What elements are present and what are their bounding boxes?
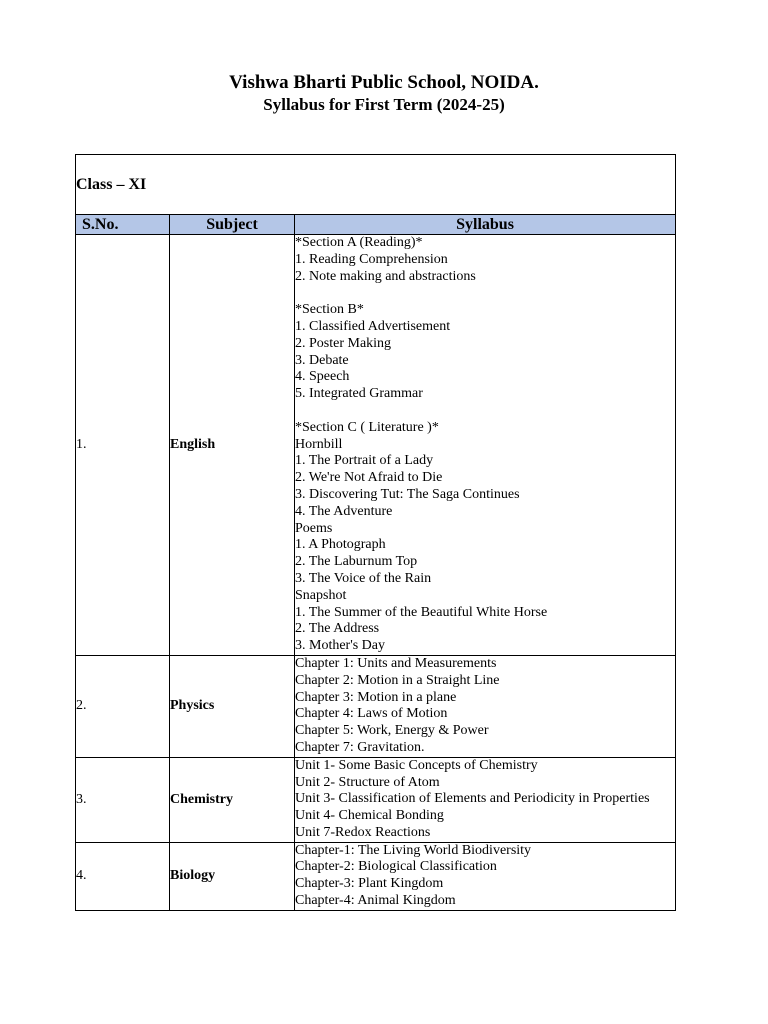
syllabus-table [75, 154, 676, 911]
class-label: Class – XI [76, 155, 676, 215]
table-row [76, 757, 676, 842]
row-subject: Physics [170, 655, 295, 757]
table-row [76, 842, 676, 910]
syllabus-line: *Section A (Reading)* [295, 235, 423, 250]
row-syllabus [295, 655, 676, 757]
syllabus-line: 4. The Adventure [295, 503, 393, 519]
row-subject: Chemistry [170, 757, 295, 842]
syllabus-line: Chapter 2: Motion in a Straight Line [295, 672, 500, 688]
syllabus-line: 2. Poster Making [295, 335, 392, 351]
row-sno: 4. [76, 842, 170, 910]
term-title: Syllabus for First Term (2024-25) [263, 95, 505, 114]
syllabus-line: Unit 1- Some Basic Concepts of Chemistry [295, 757, 538, 773]
syllabus-line: 2. The Address [295, 621, 380, 637]
syllabus-line: 3. Mother's Day [295, 638, 386, 654]
syllabus-line: 2. Note making and abstractions [295, 268, 476, 284]
syllabus-line: 3. Discovering Tut: The Saga Continues [295, 486, 520, 502]
syllabus-line: Chapter-2: Biological Classification [295, 859, 497, 875]
row-syllabus [295, 235, 676, 656]
row-syllabus [295, 757, 676, 842]
row-subject: Biology [170, 842, 295, 910]
document-header [0, 72, 768, 115]
table-header-row [76, 215, 676, 235]
syllabus-line: 2. We're Not Afraid to Die [295, 470, 443, 486]
column-header-subject: Subject [170, 215, 295, 235]
syllabus-line: Hornbill [295, 436, 343, 452]
syllabus-line: 5. Integrated Grammar [295, 386, 423, 402]
syllabus-line: 3. Debate [295, 352, 349, 368]
syllabus-line: 1. Reading Comprehension [295, 251, 448, 267]
syllabus-line: Chapter 4: Laws of Motion [295, 706, 448, 722]
row-sno: 2. [76, 655, 170, 757]
table-row [76, 655, 676, 757]
syllabus-line: 4. Speech [295, 369, 350, 385]
syllabus-line: Chapter-1: The Living World Biodiversity [295, 842, 532, 858]
school-title: Vishwa Bharti Public School, NOIDA. [229, 72, 539, 93]
syllabus-line: Unit 3- Classification of Elements and Periodicity in Properties [295, 791, 650, 807]
syllabus-line: Poems [295, 520, 333, 536]
syllabus-line: Unit 7-Redox Reactions [295, 824, 431, 840]
row-sno: 1. [76, 235, 170, 656]
syllabus-line: Unit 4- Chemical Bonding [295, 808, 444, 824]
syllabus-line [295, 285, 675, 302]
syllabus-line: 1. A Photograph [295, 537, 386, 553]
syllabus-line: Chapter 7: Gravitation. [295, 739, 425, 755]
syllabus-line: Chapter-3: Plant Kingdom [295, 876, 444, 892]
syllabus-line: *Section B* [295, 302, 364, 318]
column-header-syllabus: Syllabus [295, 215, 676, 235]
syllabus-line: Chapter-4: Animal Kingdom [295, 893, 456, 909]
syllabus-line [295, 403, 675, 420]
syllabus-line: Snapshot [295, 587, 347, 603]
class-row [76, 155, 676, 215]
syllabus-line: 1. Classified Advertisement [295, 318, 451, 334]
syllabus-line: *Section C ( Literature )* [295, 419, 439, 435]
row-subject: English [170, 235, 295, 656]
row-sno: 3. [76, 757, 170, 842]
syllabus-line: Chapter 5: Work, Energy & Power [295, 723, 489, 739]
syllabus-line: 1. The Portrait of a Lady [295, 453, 434, 469]
syllabus-line: Chapter 3: Motion in a plane [295, 689, 457, 705]
syllabus-line: Chapter 1: Units and Measurements [295, 655, 497, 671]
syllabus-line: 1. The Summer of the Beautiful White Horse [295, 604, 548, 620]
syllabus-line: Unit 2- Structure of Atom [295, 774, 440, 790]
column-header-sno: S.No. [76, 215, 170, 235]
row-syllabus [295, 842, 676, 910]
table-row [76, 235, 676, 656]
syllabus-line: 3. The Voice of the Rain [295, 570, 432, 586]
syllabus-line: 2. The Laburnum Top [295, 554, 418, 570]
